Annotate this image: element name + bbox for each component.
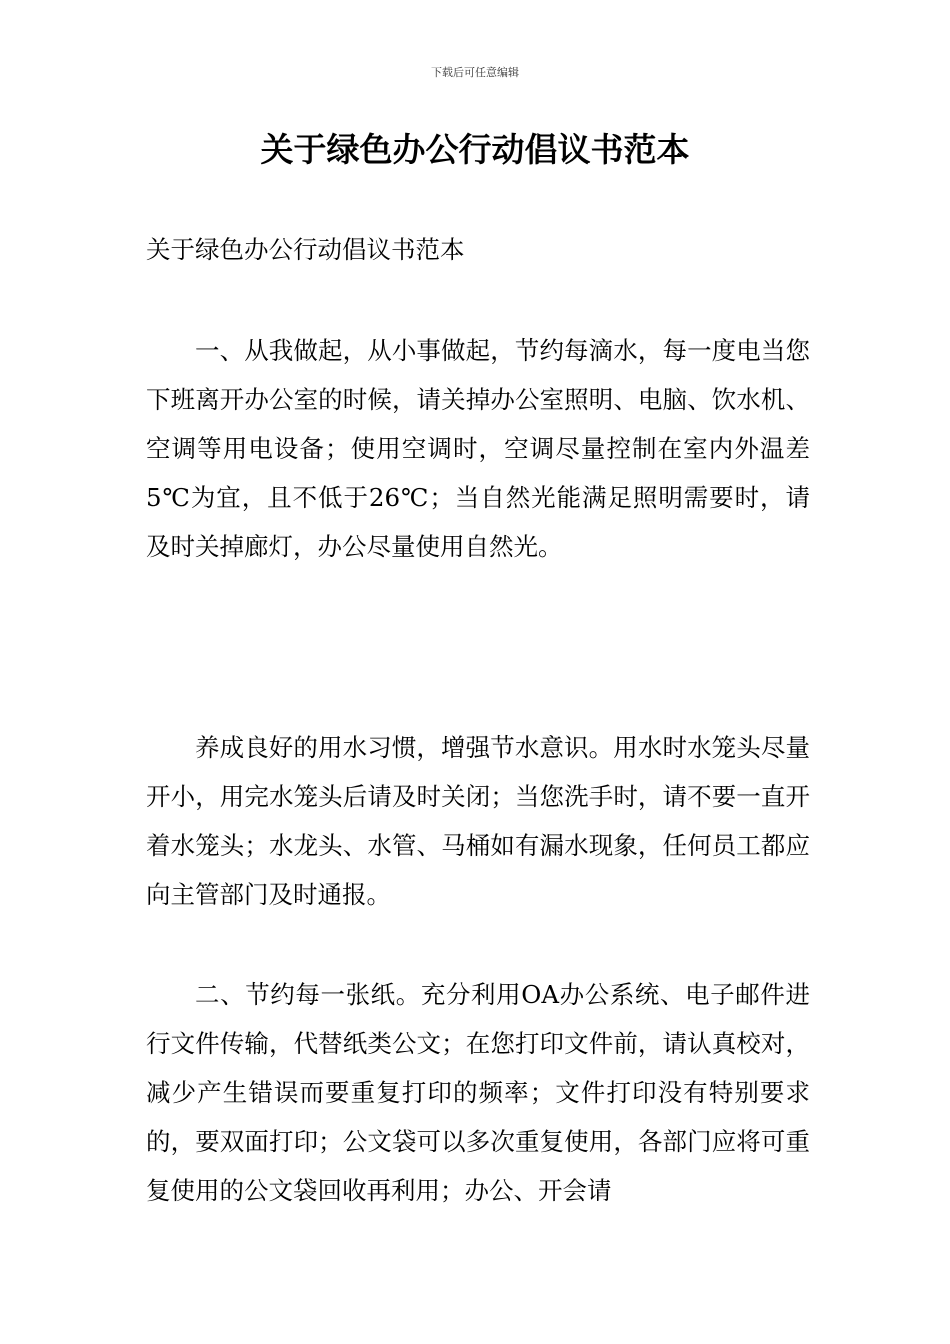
document-title: 关于绿色办公行动倡议书范本 xyxy=(260,130,690,169)
paragraph-water: 养成良好的用水习惯，增强节水意识。用水时水笼头尽量开小，用完水笼头后请及时关闭；当您洗手时，请不要一直开着水笼头；水龙头、水管、马桶如有漏水现象，任何员工都应向主管部门及时通报。 xyxy=(146,733,810,909)
paragraph-electricity: 一、从我做起，从小事做起，节约每滴水，每一度电当您下班离开办公室的时候，请关掉办公室照明、电脑、饮水机、空调等用电设备；使用空调时，空调尽量控制在室内外温差5℃为宜，且不低于26℃；当自然光能满足照明需要时，请及时关掉廊灯，办公尽量使用自然光。 xyxy=(146,336,810,561)
document-subtitle: 关于绿色办公行动倡议书范本 xyxy=(146,235,465,264)
header-note: 下载后可任意编辑 xyxy=(431,66,519,79)
paragraph-paper: 二、节约每一张纸。充分利用OA办公系统、电子邮件进行文件传输，代替纸类公文；在您打印文件前，请认真校对，减少产生错误而要重复打印的频率；文件打印没有特别要求的，要双面打印；公文袋可以多次重复使用，各部门应将可重复使用的公文袋回收再利用；办公、开会请 xyxy=(146,980,810,1205)
